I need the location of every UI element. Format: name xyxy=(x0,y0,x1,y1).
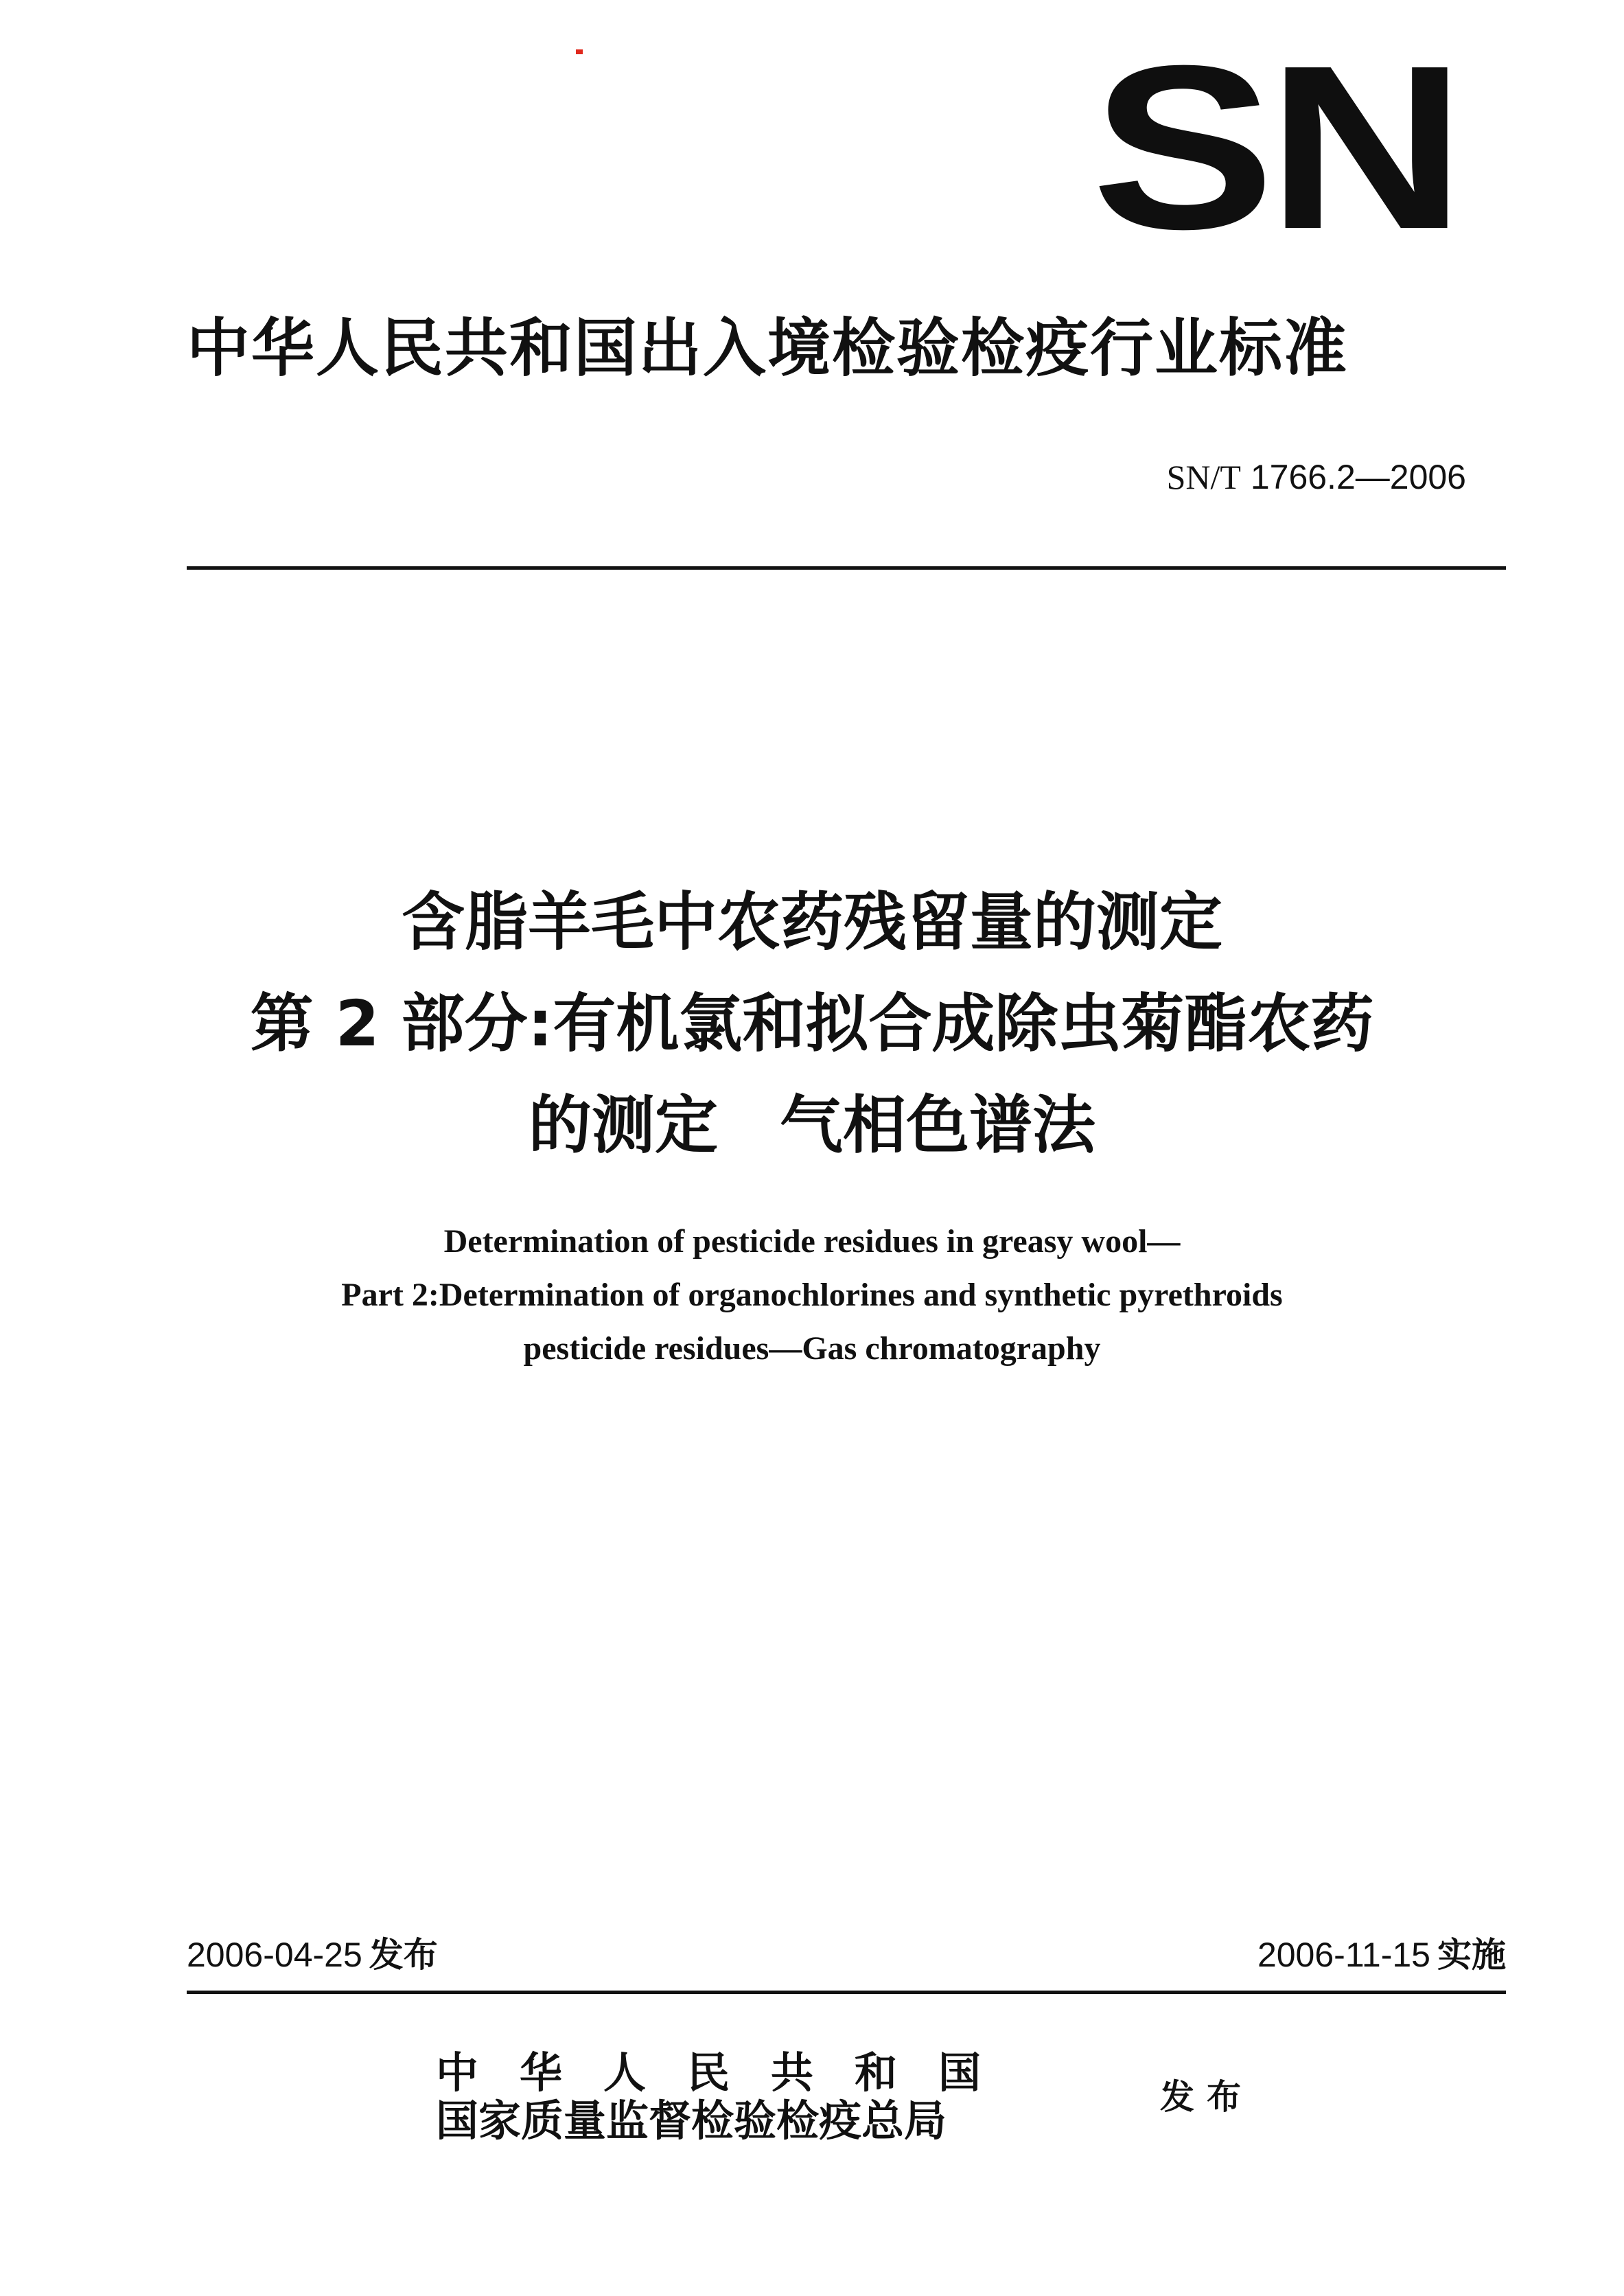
issue-label: 发布 xyxy=(369,1935,438,1975)
issuer-line-1: 中华人民共和国 xyxy=(436,2048,1023,2098)
english-title xyxy=(103,1215,1521,1376)
chinese-title-line-3 xyxy=(103,1075,1521,1176)
english-title-line-2: Part 2:Determination of organochlorines and synthetic pyrethroids xyxy=(341,1277,1283,1313)
industry-standard-title: 中华人民共和国出入境检验检疫行业标准 xyxy=(187,312,1349,385)
chinese-title-line-3b: 气相色谱法 xyxy=(780,1089,1096,1162)
chinese-title-line-2: 第 2 部分:有机氯和拟合成除虫菊酯农药 xyxy=(250,987,1374,1060)
implement-date-value: 2006-11-15 xyxy=(1257,1936,1430,1974)
bottom-divider xyxy=(187,1991,1506,1994)
issuer-line-2: 国家质量监督检验检疫总局 xyxy=(436,2096,947,2146)
chinese-title-line-1: 含脂羊毛中农药残留量的测定 xyxy=(401,885,1222,959)
english-title-line-3: pesticide residues—Gas chromatography xyxy=(523,1330,1101,1367)
standard-number-prefix: SN/T xyxy=(1166,458,1241,496)
publish-label: 发布 xyxy=(1160,2076,1253,2117)
implement-label: 实施 xyxy=(1437,1935,1506,1975)
chinese-title-line-3a: 的测定 xyxy=(528,1089,718,1162)
english-title-line-1: Determination of pesticide residues in greasy wool— xyxy=(443,1223,1181,1260)
chinese-title xyxy=(103,872,1521,1176)
standard-number xyxy=(1167,453,1466,501)
red-mark xyxy=(576,49,583,54)
top-divider xyxy=(187,566,1506,570)
standard-number-value: 1766.2—2006 xyxy=(1250,458,1466,496)
implement-date xyxy=(1257,1932,1506,1978)
issue-date xyxy=(187,1932,438,1978)
sn-logo: SN xyxy=(1091,17,1458,278)
issuer-block xyxy=(436,2049,1122,2145)
issue-date-value: 2006-04-25 xyxy=(187,1936,362,1974)
